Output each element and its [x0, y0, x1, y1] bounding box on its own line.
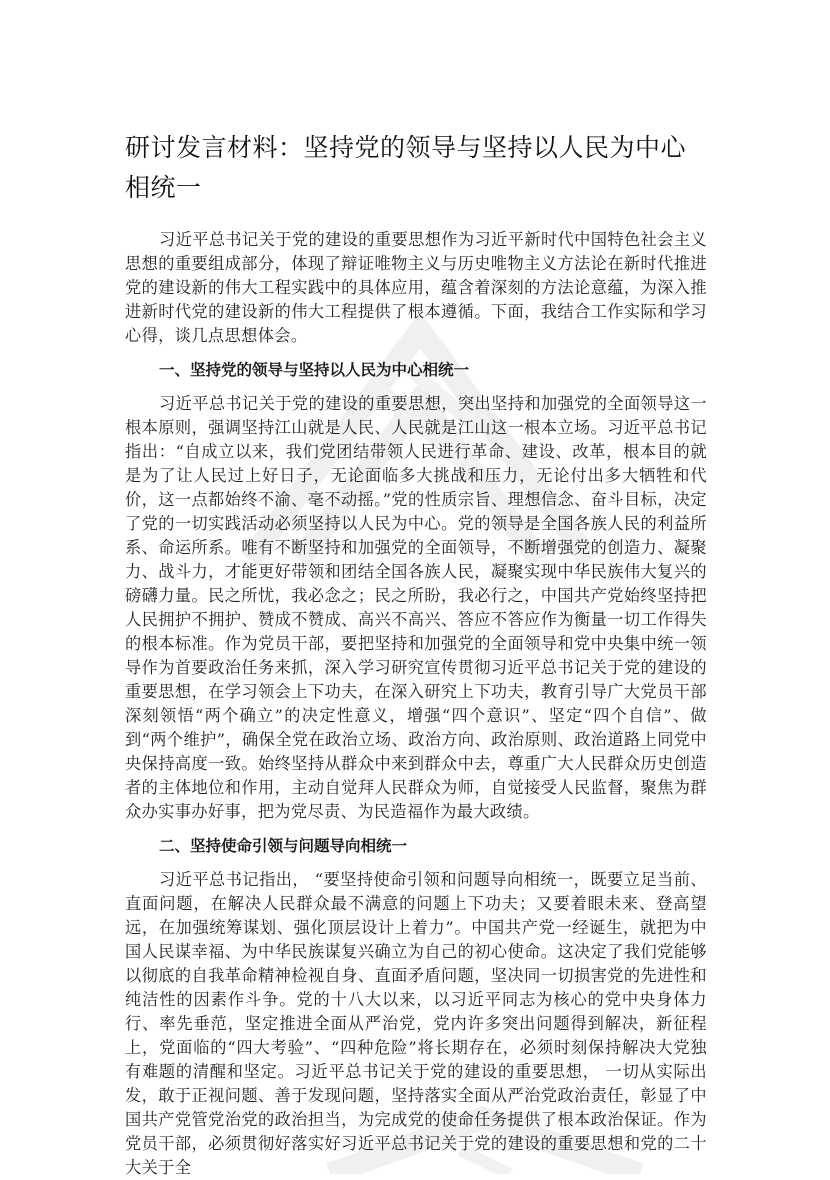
document-title: 研讨发言材料：坚持党的领导与坚持以人民为中心相统一	[125, 133, 687, 202]
section-body-2: 习近平总书记指出， “要坚持使命引领和问题导向相统一，既要立足当前、直面问题，在解决人民群众最不满意的问题上下功夫；又要着眼未来、登高望远，在加强统筹谋划、强化顶层设计上着力”。中国共产党一经诞生，就把为中国人民谋幸福、为中华民族谋复兴确立为自己的初心使命。这决定了我们党能够以彻底的自我革命精神检视自身、直面矛盾问题，坚决同一切损害党的先进性和纯洁性的因素作斗争。党的十八大以来，以习近平同志为核心的党中央身体力行、率先垂范，坚定推进全面从严治党，党内许多突出问题得到解决，新征程上，党面临的“四大考验”、“四种危险”将长期存在，必须时刻保持解决大党独有难题的清醒和坚定。习近平总书记关于党的建设的重要思想， 一切从实际出发，敢于正视问题、善于发现问题，坚持落实全面从严治党政治责任，彰显了中国共产党管党治党的政治担当，为完成党的使命任务提供了根本政治保证。作为党员干部，必须贯彻好落实好习近平总书记关于党的建设的重要思想和党的二十大关于全	[125, 870, 707, 1177]
section-body-1: 习近平总书记关于党的建设的重要思想，突出坚持和加强党的全面领导这一根本原则，强调坚持江山就是人民、人民就是江山这一根本立场。习近平总书记指出：“自成立以来，我们党团结带领人民进行革命、建设、改革，根本目的就是为了让人民过上好日子，无论面临多大挑战和压力，无论付出多大牺牲和代价，这一点都始终不渝、毫不动摇。”党的性质宗旨、理想信念、奋斗目标，决定了党的一切实践活动必须坚持以人民为中心。党的领导是全国各族人民的利益所系、命运所系。唯有不断坚持和加强党的全面领导，不断增强党的创造力、凝聚力、战斗力，才能更好带领和团结全国各族人民，凝聚实现中华民族伟大复兴的磅礴力量。民之所忧，我必念之；民之所盼，我必行之，中国共产党始终坚持把人民拥护不拥护、赞成不赞成、高兴不高兴、答应不答应作为衡量一切工作得失的根本标准。作为党员干部，要把坚持和加强党的全面领导和党中央集中统一领导作为首要政治任务来抓，深入学习研究宣传贯彻习近平总书记关于党的建设的重要思想，在学习领会上下功夫，在深入研究上下功夫，教育引导广大党员干部深刻领悟“两个确立”的决定性意义，增强“四个意识”、坚定“四个自信”、做到“两个维护”，确保全党在政治立场、政治方向、政治原则、政治道路上同党中央保持高度一致。始终坚持从群众中来到群众中去，尊重广大人民群众历史创造者的主体地位和作用，主动自觉拜人民群众为师，自觉接受人民监督，聚焦为群众办实事办好事，把为党尽责、为民造福作为最大政绩。	[125, 394, 707, 821]
section-heading-1: 一、坚持党的领导与坚持以人民为中心相统一	[159, 361, 470, 379]
intro-paragraph: 习近平总书记关于党的建设的重要思想作为习近平新时代中国特色社会主义思想的重要组成部分，体现了辩证唯物主义与历史唯物主义方法论在新时代推进党的建设新的伟大工程实践中的具体应用，蕴含着深刻的方法论意蕴，为深入推进新时代党的建设新的伟大工程提供了根本遵循。下面，我结合工作实际和学习心得，谈几点思想体会。	[125, 230, 707, 345]
section-heading-2: 二、坚持使命引领与问题导向相统一	[159, 837, 408, 855]
document-page	[125, 128, 707, 1180]
